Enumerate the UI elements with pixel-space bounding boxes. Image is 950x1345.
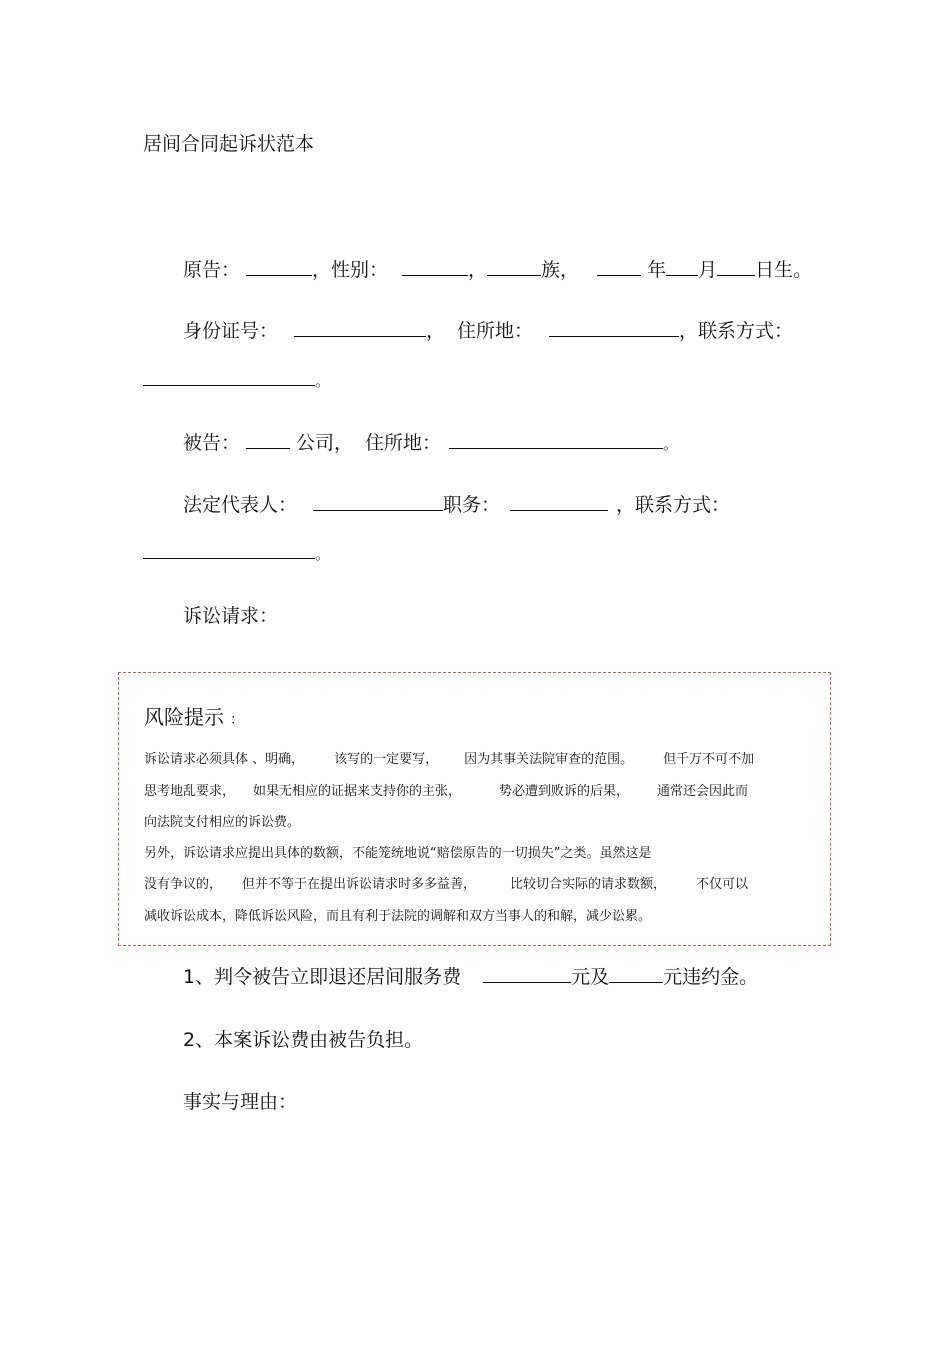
year-label: 年 <box>647 259 667 281</box>
ethnicity-blank <box>487 257 541 276</box>
contact-end-mark: 。 <box>315 372 331 390</box>
legal-rep-contact-blank <box>143 558 315 559</box>
risk-line <box>144 873 748 892</box>
risk-segment: 但千万不可不加 <box>663 752 755 767</box>
claim-1 <box>183 962 758 989</box>
born-label: 日生。 <box>755 259 813 281</box>
risk-segment: 另外，诉讼请求应提出具体的数额，不能笼统地说“赔偿原告的一切损失”之类。虽然这是 <box>144 846 652 861</box>
risk-line <box>144 811 300 830</box>
position-label: 职务： <box>443 494 501 516</box>
risk-segment: 思考地乱要求， <box>144 784 236 799</box>
defendant-line <box>183 428 678 455</box>
plaintiff-name-blank <box>246 257 312 276</box>
risk-segment: 如果无相应的证据来支持你的主张， <box>253 784 462 799</box>
yuan-and-label: 元及 <box>571 966 610 988</box>
defendant-address-label: 住所地： <box>365 432 442 454</box>
plaintiff-label: 原告： <box>183 259 241 281</box>
address-label: 住所地： <box>457 320 534 342</box>
defendant-end-mark: 。 <box>663 435 679 453</box>
risk-segment: 减收诉讼成本，降低诉讼风险，而且有利于法院的调解和双方当事人的和解，减少讼累。 <box>144 909 652 924</box>
gender-label: ，性别： <box>312 259 389 281</box>
claims-heading: 诉讼请求： <box>183 605 279 627</box>
id-line: 身份证号： ， 住所地： ，联系方式： <box>183 320 794 342</box>
risk-line <box>144 748 754 767</box>
company-label: 公司， <box>296 432 354 454</box>
defendant-address-blank <box>449 430 663 449</box>
risk-segment: 该写的一定要写， <box>334 752 439 767</box>
risk-segment: 向法院支付相应的诉讼费。 <box>144 815 301 830</box>
risk-segment: 比较切合实际的请求数额， <box>510 877 667 892</box>
risk-segment: 势必遭到败诉的后果， <box>499 784 630 799</box>
service-fee-blank <box>483 964 571 983</box>
legal-rep-end-mark: 。 <box>315 545 331 563</box>
defendant-name-blank <box>246 430 290 449</box>
legal-rep-blank <box>313 492 443 511</box>
document-title: 居间合同起诉状范本 <box>143 133 315 155</box>
contact-blank <box>143 385 315 386</box>
legal-rep-label: 法定代表人： <box>183 494 298 516</box>
risk-segment: 诉讼请求必须具体 、明确， <box>144 752 305 767</box>
risk-line <box>144 842 651 861</box>
month-blank <box>666 257 698 276</box>
contact-label: ，联系方式： <box>679 320 794 342</box>
position-blank <box>510 492 608 511</box>
penalty-label: 元违约金。 <box>663 966 759 988</box>
claim-2: 2、本案诉讼费由被告负担。 <box>183 1029 424 1051</box>
id-label: 身份证号： <box>183 320 279 342</box>
risk-title-text: 风险提示 <box>144 705 224 729</box>
id-blank <box>294 318 426 337</box>
risk-segment: 不仅可以 <box>696 877 749 892</box>
ethnicity-suffix: 族， <box>541 259 580 281</box>
penalty-blank <box>609 964 663 983</box>
legal-rep-contact-label: ，联系方式： <box>616 494 731 516</box>
risk-title-colon: ： <box>230 712 244 728</box>
risk-segment: 通常还会因此而 <box>657 784 749 799</box>
risk-segment: 因为其事关法院审查的范围。 <box>464 752 634 767</box>
claim-1-text: 1、判令被告立即退还居间服务费 <box>183 966 462 988</box>
risk-title <box>144 701 244 730</box>
year-blank <box>597 257 641 276</box>
gender-blank <box>402 257 468 276</box>
risk-segment: 没有争议的， <box>144 877 223 892</box>
risk-segment: 但并不等于在提出诉讼请求时多多益善， <box>242 877 477 892</box>
address-blank <box>549 318 679 337</box>
month-label: 月 <box>698 259 718 281</box>
facts-heading: 事实与理由： <box>183 1091 298 1113</box>
defendant-label: 被告： <box>183 432 241 454</box>
plaintiff-line: 原告： ，性别： ， 族， 年 月 日生。 <box>183 259 813 281</box>
day-blank <box>717 257 755 276</box>
risk-line <box>144 780 748 799</box>
legal-rep-line <box>183 490 730 517</box>
risk-line <box>144 905 651 924</box>
